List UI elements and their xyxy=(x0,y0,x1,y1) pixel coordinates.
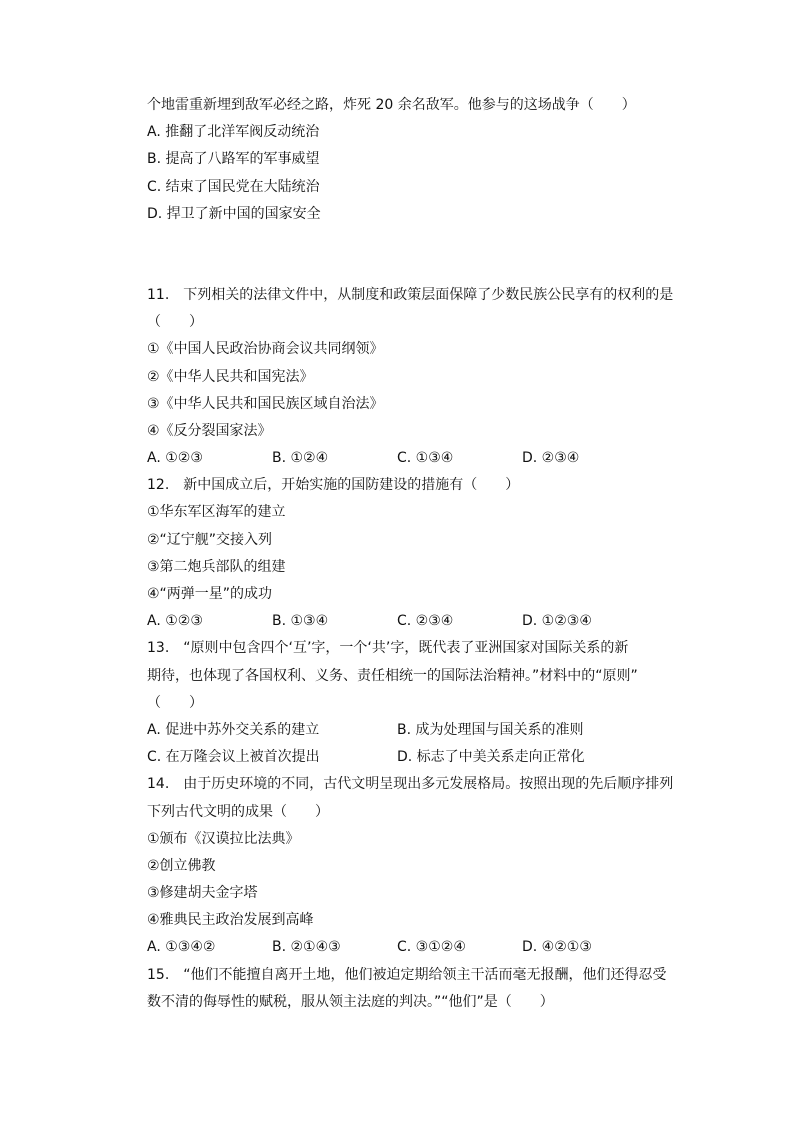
q14-option-c: C. ③①②④ xyxy=(397,939,466,956)
q12-option-b: B. ①③④ xyxy=(272,613,329,630)
q13-stem-line2: 期待，也体现了各国权利、义务、责任相统一的国际法治精神。”材料中的“原则” xyxy=(147,667,638,684)
q12-item-4: ④“两弹一星”的成功 xyxy=(147,586,273,602)
q13-stem-line1: 13. “原则中包含四个‘互’字，一个‘共’字，既代表了亚洲国家对国际关系的新 xyxy=(147,640,629,657)
q13-option-a: A. 促进中苏外交关系的建立 xyxy=(147,721,320,738)
q11-option-d: D. ②③④ xyxy=(522,450,580,467)
q11-option-b: B. ①②④ xyxy=(272,450,329,467)
q10-option-d: D. 捍卫了新中国的国家安全 xyxy=(147,205,321,222)
q13-options-row1 xyxy=(147,717,677,744)
q12-option-c: C. ②③④ xyxy=(397,613,454,630)
q11-item-2: ②《中华人民共和国宪法》 xyxy=(147,368,314,385)
q12-item-2: ②“辽宁舰”交接入列 xyxy=(147,531,273,548)
q15-stem-line1: 15. “他们不能擅自离开土地，他们被迫定期给领主干活而毫无报酬，他们还得忍受 xyxy=(147,966,667,983)
q13-option-d: D. 标志了中美关系走向正常化 xyxy=(397,749,585,766)
q11-stem-line1: 11. 下列相关的法律文件中，从制度和政策层面保障了少数民族公民享有的权利的是 xyxy=(147,286,674,303)
q11-options xyxy=(147,445,677,472)
q12-stem: 12. 新中国成立后，开始实施的国防建设的措施有（ ） xyxy=(147,477,520,494)
q10-stem-tail: 个地雷重新埋到敌军必经之路，炸死 20 余名敌军。他参与的这场战争（ ） xyxy=(147,97,636,113)
q14-item-1: ①颁布《汉谟拉比法典》 xyxy=(147,830,300,847)
q11-option-c: C. ①③④ xyxy=(397,450,454,467)
q13-options-row2 xyxy=(147,744,677,771)
q12-options xyxy=(147,608,677,635)
q13-option-b: B. 成为处理国与国关系的准则 xyxy=(397,721,584,738)
q12-option-a: A. ①②③ xyxy=(147,613,203,630)
q14-item-2: ②创立佛教 xyxy=(147,857,216,874)
q14-option-b: B. ②①④③ xyxy=(272,939,341,956)
q14-option-a: A. ①③④② xyxy=(147,939,216,956)
question-content xyxy=(147,92,677,1016)
q13-stem-line3: （ ） xyxy=(147,694,203,711)
q11-item-4: ④《反分裂国家法》 xyxy=(147,422,272,439)
q12-item-3: ③第二炮兵部队的组建 xyxy=(147,558,286,575)
q14-item-4: ④雅典民主政治发展到高峰 xyxy=(147,912,314,929)
q14-stem-line2: 下列古代文明的成果（ ） xyxy=(147,803,329,820)
q15-stem-line2: 数不清的侮辱性的赋税，服从领主法庭的判决。”“他们”是（ ） xyxy=(147,993,554,1010)
q11-option-a: A. ①②③ xyxy=(147,450,203,467)
q11-item-3: ③《中华人民共和国民族区域自治法》 xyxy=(147,395,384,412)
q10-option-c: C. 结束了国民党在大陆统治 xyxy=(147,178,320,195)
question-spacer xyxy=(147,228,677,282)
q11-item-1: ①《中国人民政治协商会议共同纲领》 xyxy=(147,341,384,358)
q10-option-b: B. 提高了八路军的军事威望 xyxy=(147,151,320,168)
q11-stem-line2: （ ） xyxy=(147,314,203,331)
q12-option-d: D. ①②③④ xyxy=(522,613,592,630)
q13-option-c: C. 在万隆会议上被首次提出 xyxy=(147,749,320,766)
q14-stem-line1: 14. 由于历史环境的不同，古代文明呈现出多元发展格局。按照出现的先后顺序排列 xyxy=(147,776,674,793)
q14-item-3: ③修建胡夫金字塔 xyxy=(147,885,258,902)
q12-item-1: ①华东军区海军的建立 xyxy=(147,504,286,521)
q14-options xyxy=(147,934,677,961)
q10-option-a: A. 推翻了北洋军阀反动统治 xyxy=(147,124,320,141)
q14-option-d: D. ④②①③ xyxy=(522,939,592,956)
